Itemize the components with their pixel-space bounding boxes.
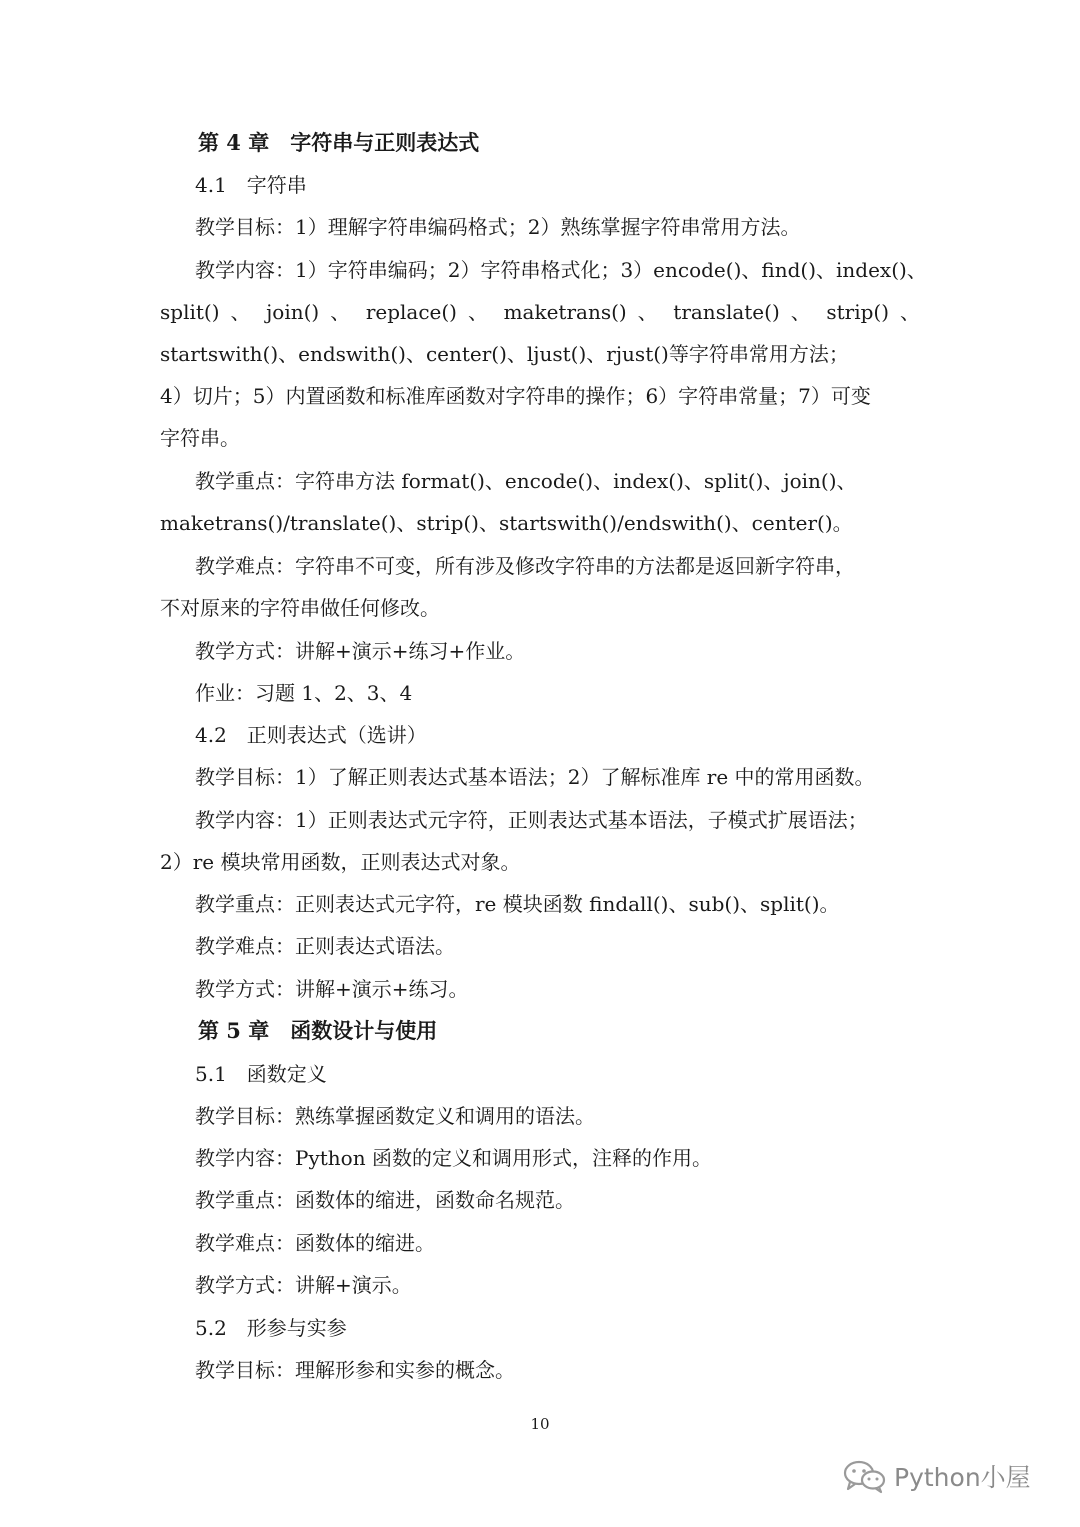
s41-homework: 作业：习题 1、2、3、4 <box>195 681 413 705</box>
s41-key-points-line-2: maketrans()/translate()、strip()、startswith()/endswith()、center()。 <box>160 511 853 535</box>
section-4-1-heading: 4.1 字符串 <box>195 173 307 197</box>
s41-content-line-1: 教学内容：1）字符串编码；2）字符串格式化；3）encode()、find()、index()、 <box>195 258 927 282</box>
s51-key-points: 教学重点：函数体的缩进，函数命名规范。 <box>195 1188 575 1212</box>
s41-teaching-method: 教学方式：讲解+演示+练习+作业。 <box>195 639 526 663</box>
watermark-text: Python小屋 <box>894 1463 1031 1492</box>
section-5-1-heading: 5.1 函数定义 <box>195 1062 327 1086</box>
wechat-icon <box>842 1458 888 1494</box>
s51-difficulty: 教学难点：函数体的缩进。 <box>195 1231 435 1255</box>
s41-difficulty-line-2: 不对原来的字符串做任何修改。 <box>160 596 440 620</box>
s51-content: 教学内容：Python 函数的定义和调用形式，注释的作用。 <box>195 1146 712 1170</box>
s42-teaching-method: 教学方式：讲解+演示+练习。 <box>195 977 469 1001</box>
page-number: 10 <box>530 1415 550 1433</box>
s41-content-line-4: 4）切片；5）内置函数和标准库函数对字符串的操作；6）字符串常量；7）可变 <box>160 384 871 408</box>
s42-key-points: 教学重点：正则表达式元字符，re 模块函数 findall()、sub()、split()。 <box>195 892 840 916</box>
s51-goal: 教学目标：熟练掌握函数定义和调用的语法。 <box>195 1104 595 1128</box>
s41-content-line-3: startswith()、endswith()、center()、ljust()、rjust()等字符串常用方法； <box>160 342 849 366</box>
s42-difficulty: 教学难点：正则表达式语法。 <box>195 934 455 958</box>
s41-goal: 教学目标：1）理解字符串编码格式；2）熟练掌握字符串常用方法。 <box>195 215 801 239</box>
chapter-5-heading: 第 5 章 函数设计与使用 <box>198 1018 438 1043</box>
s42-goal: 教学目标：1）了解正则表达式基本语法；2）了解标准库 re 中的常用函数。 <box>195 765 875 789</box>
s41-difficulty-line-1: 教学难点：字符串不可变，所有涉及修改字符串的方法都是返回新字符串， <box>195 554 855 578</box>
section-4-2-heading: 4.2 正则表达式（选讲） <box>195 723 427 747</box>
chapter-4-heading: 第 4 章 字符串与正则表达式 <box>198 130 480 155</box>
s51-teaching-method: 教学方式：讲解+演示。 <box>195 1273 412 1297</box>
s41-key-points-line-1: 教学重点：字符串方法 format()、encode()、index()、split()、join()、 <box>195 469 857 493</box>
section-5-2-heading: 5.2 形参与实参 <box>195 1316 347 1340</box>
watermark <box>842 1458 1031 1494</box>
s52-goal: 教学目标：理解形参和实参的概念。 <box>195 1358 515 1382</box>
s41-content-line-5: 字符串。 <box>160 426 240 450</box>
s41-content-line-2: split() 、 join() 、 replace() 、 maketrans() 、 translate() 、 strip() 、 <box>160 300 920 324</box>
s42-content-line-2: 2）re 模块常用函数，正则表达式对象。 <box>160 850 521 874</box>
s42-content-line-1: 教学内容：1）正则表达式元字符，正则表达式基本语法，子模式扩展语法； <box>195 808 868 832</box>
